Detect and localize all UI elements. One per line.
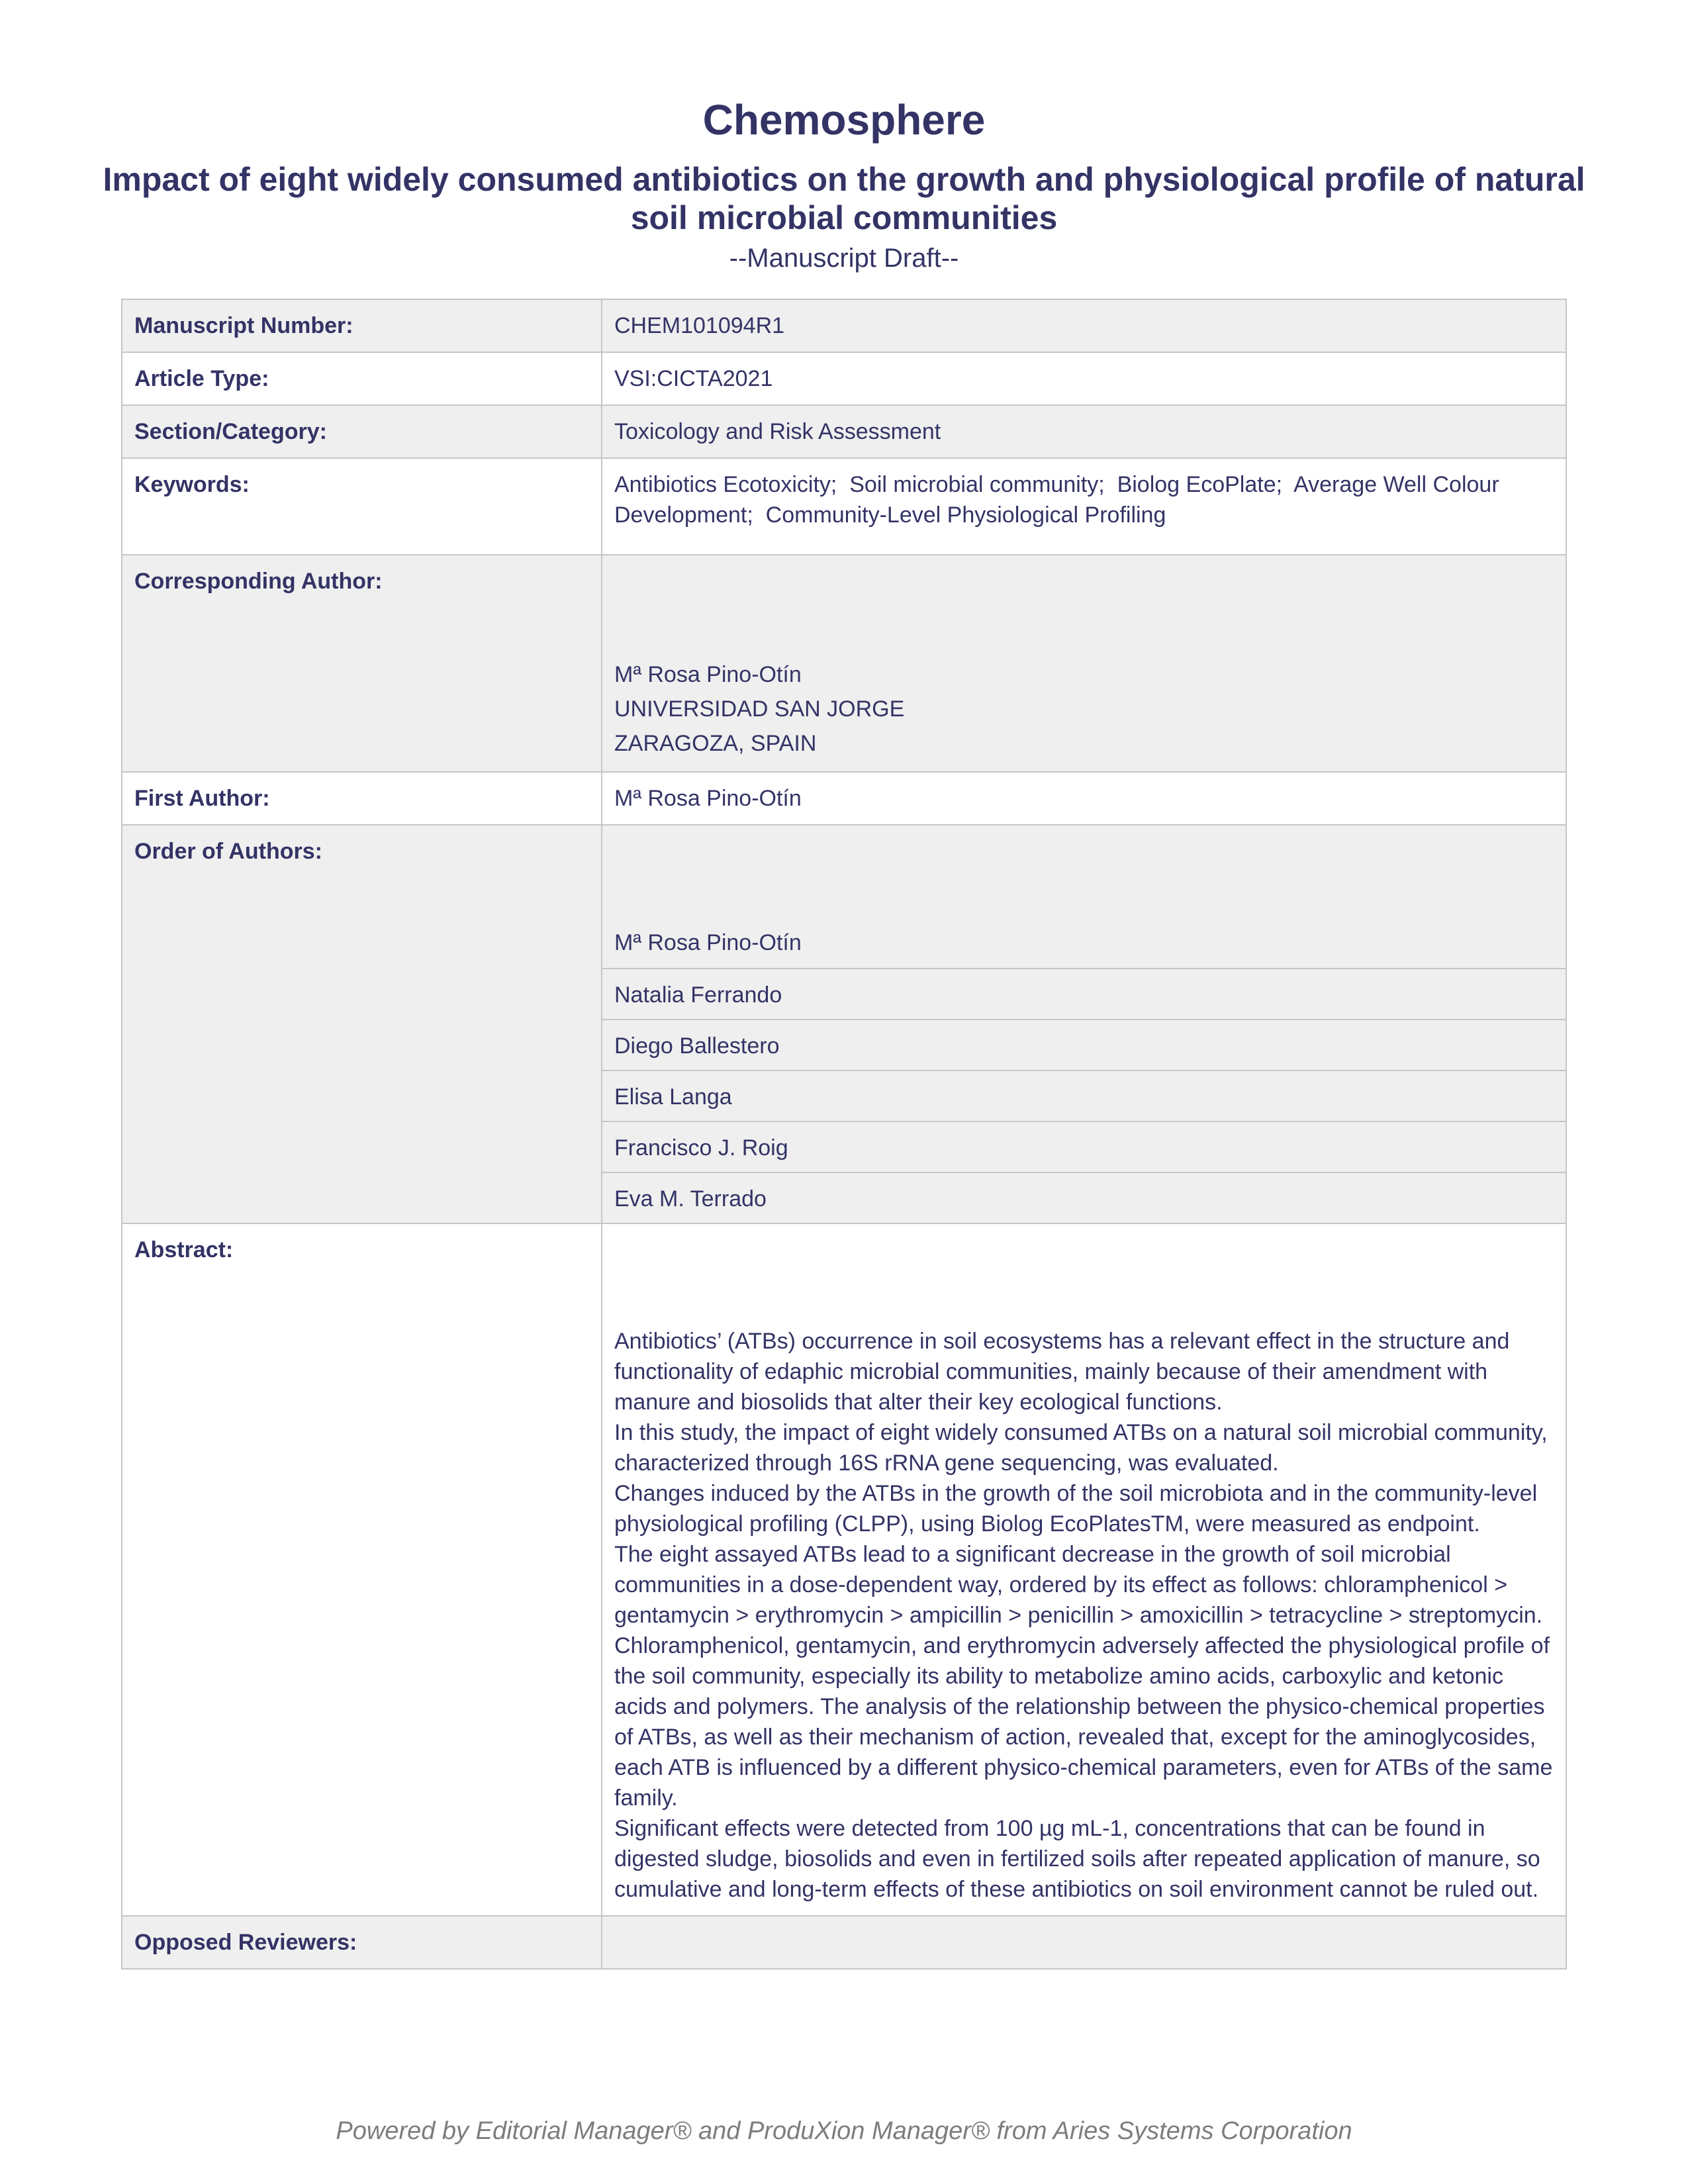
manuscript-details-table [121,299,1567,1970]
article-type-label: Article Type: [122,352,602,405]
row-manuscript-number [122,299,1566,352]
first-author-value: Mª Rosa Pino-Otín [602,772,1566,825]
corresponding-author-value [602,555,1566,772]
row-first-author [122,772,1566,825]
keywords-label: Keywords: [122,458,602,555]
author-item: Eva M. Terrado [602,1172,1566,1223]
row-opposed-reviewers [122,1916,1566,1969]
abstract-label: Abstract: [122,1223,602,1916]
abstract-paragraph: Antibiotics’ (ATBs) occurrence in soil ecosystems has a relevant effect in the structure and functionality of edaphic microbial communities, mainly because of their amendment with manure and biosolids that alter their key ecological functions. [614,1328,1516,1415]
footer-credit: Powered by Editorial Manager® and ProduXion Manager® from Aries Systems Corporation [336,2117,1352,2145]
corresponding-author-line: Mª Rosa Pino-Otín [614,661,802,687]
corresponding-author-line: ZARAGOZA, SPAIN [614,730,817,756]
row-article-type [122,352,1566,405]
abstract-paragraph: The eight assayed ATBs lead to a significant decrease in the growth of soil microbial communities in a dose-dependent way, ordered by its effect as follows: chloramphenicol > gentamycin > erythromycin > ampicillin > penicillin > amoxicillin > tetracycline > streptomycin. Chloramphenicol, gentamycin, and erythromycin adversely affected the physiological profile of the soil community, especially its ability to metabolize amino acids, carboxylic and ketonic acids and polymers. The analysis of the relationship between the physico-chemical properties of ATBs, as well as their mechanism of action, revealed that, except for the aminoglycosides, each ATB is influenced by a different physico-chemical parameters, even for ATBs of the same family. [614,1541,1559,1811]
corresponding-author-label: Corresponding Author: [122,555,602,772]
manuscript-number-value: CHEM101094R1 [602,299,1566,352]
author-item: Natalia Ferrando [602,968,1566,1019]
manuscript-number-label: Manuscript Number: [122,299,602,352]
section-category-label: Section/Category: [122,405,602,458]
page-header [0,0,1688,273]
opposed-reviewers-value [602,1916,1566,1969]
abstract-paragraph: Changes induced by the ATBs in the growth of the soil microbiota and in the community-level physiological profiling (CLPP), using Biolog EcoPlatesTM, were measured as endpoint. [614,1480,1544,1537]
abstract-paragraph: In this study, the impact of eight widely consumed ATBs on a natural soil microbial community, characterized through 16S rRNA gene sequencing, was evaluated. [614,1419,1554,1476]
manuscript-draft-label: --Manuscript Draft-- [729,243,959,273]
corresponding-author-line: UNIVERSIDAD SAN JORGE [614,696,905,722]
abstract-text [602,1223,1566,1916]
author-item: Mª Rosa Pino-Otín [614,929,802,955]
first-author-label: First Author: [122,772,602,825]
opposed-reviewers-label: Opposed Reviewers: [122,1916,602,1969]
row-order-of-authors [122,825,1566,1223]
abstract-paragraph: Significant effects were detected from 100 µg mL-1, concentrations that can be found in digested sludge, biosolids and even in fertilized soils after repeated application of manure, so cumulative and long-term effects of these antibiotics on soil environment cannot be ruled out. [614,1815,1547,1902]
order-of-authors-label: Order of Authors: [122,825,602,1223]
row-corresponding-author [122,555,1566,772]
author-item: Francisco J. Roig [602,1121,1566,1172]
paper-title: Impact of eight widely consumed antibiotics on the growth and physiological profile of natural soil microbial communities [103,160,1585,236]
article-type-value: VSI:CICTA2021 [602,352,1566,405]
section-category-value: Toxicology and Risk Assessment [602,405,1566,458]
order-of-authors-list [602,825,1566,1223]
author-item: Elisa Langa [602,1070,1566,1121]
row-section-category [122,405,1566,458]
row-abstract [122,1223,1566,1916]
journal-title: Chemosphere [702,96,986,144]
row-keywords [122,458,1566,555]
keywords-value: Antibiotics Ecotoxicity; Soil microbial community; Biolog EcoPlate; Average Well Colour Development; Community-Level Physiological Profiling [602,458,1566,555]
author-item: Diego Ballestero [602,1019,1566,1070]
